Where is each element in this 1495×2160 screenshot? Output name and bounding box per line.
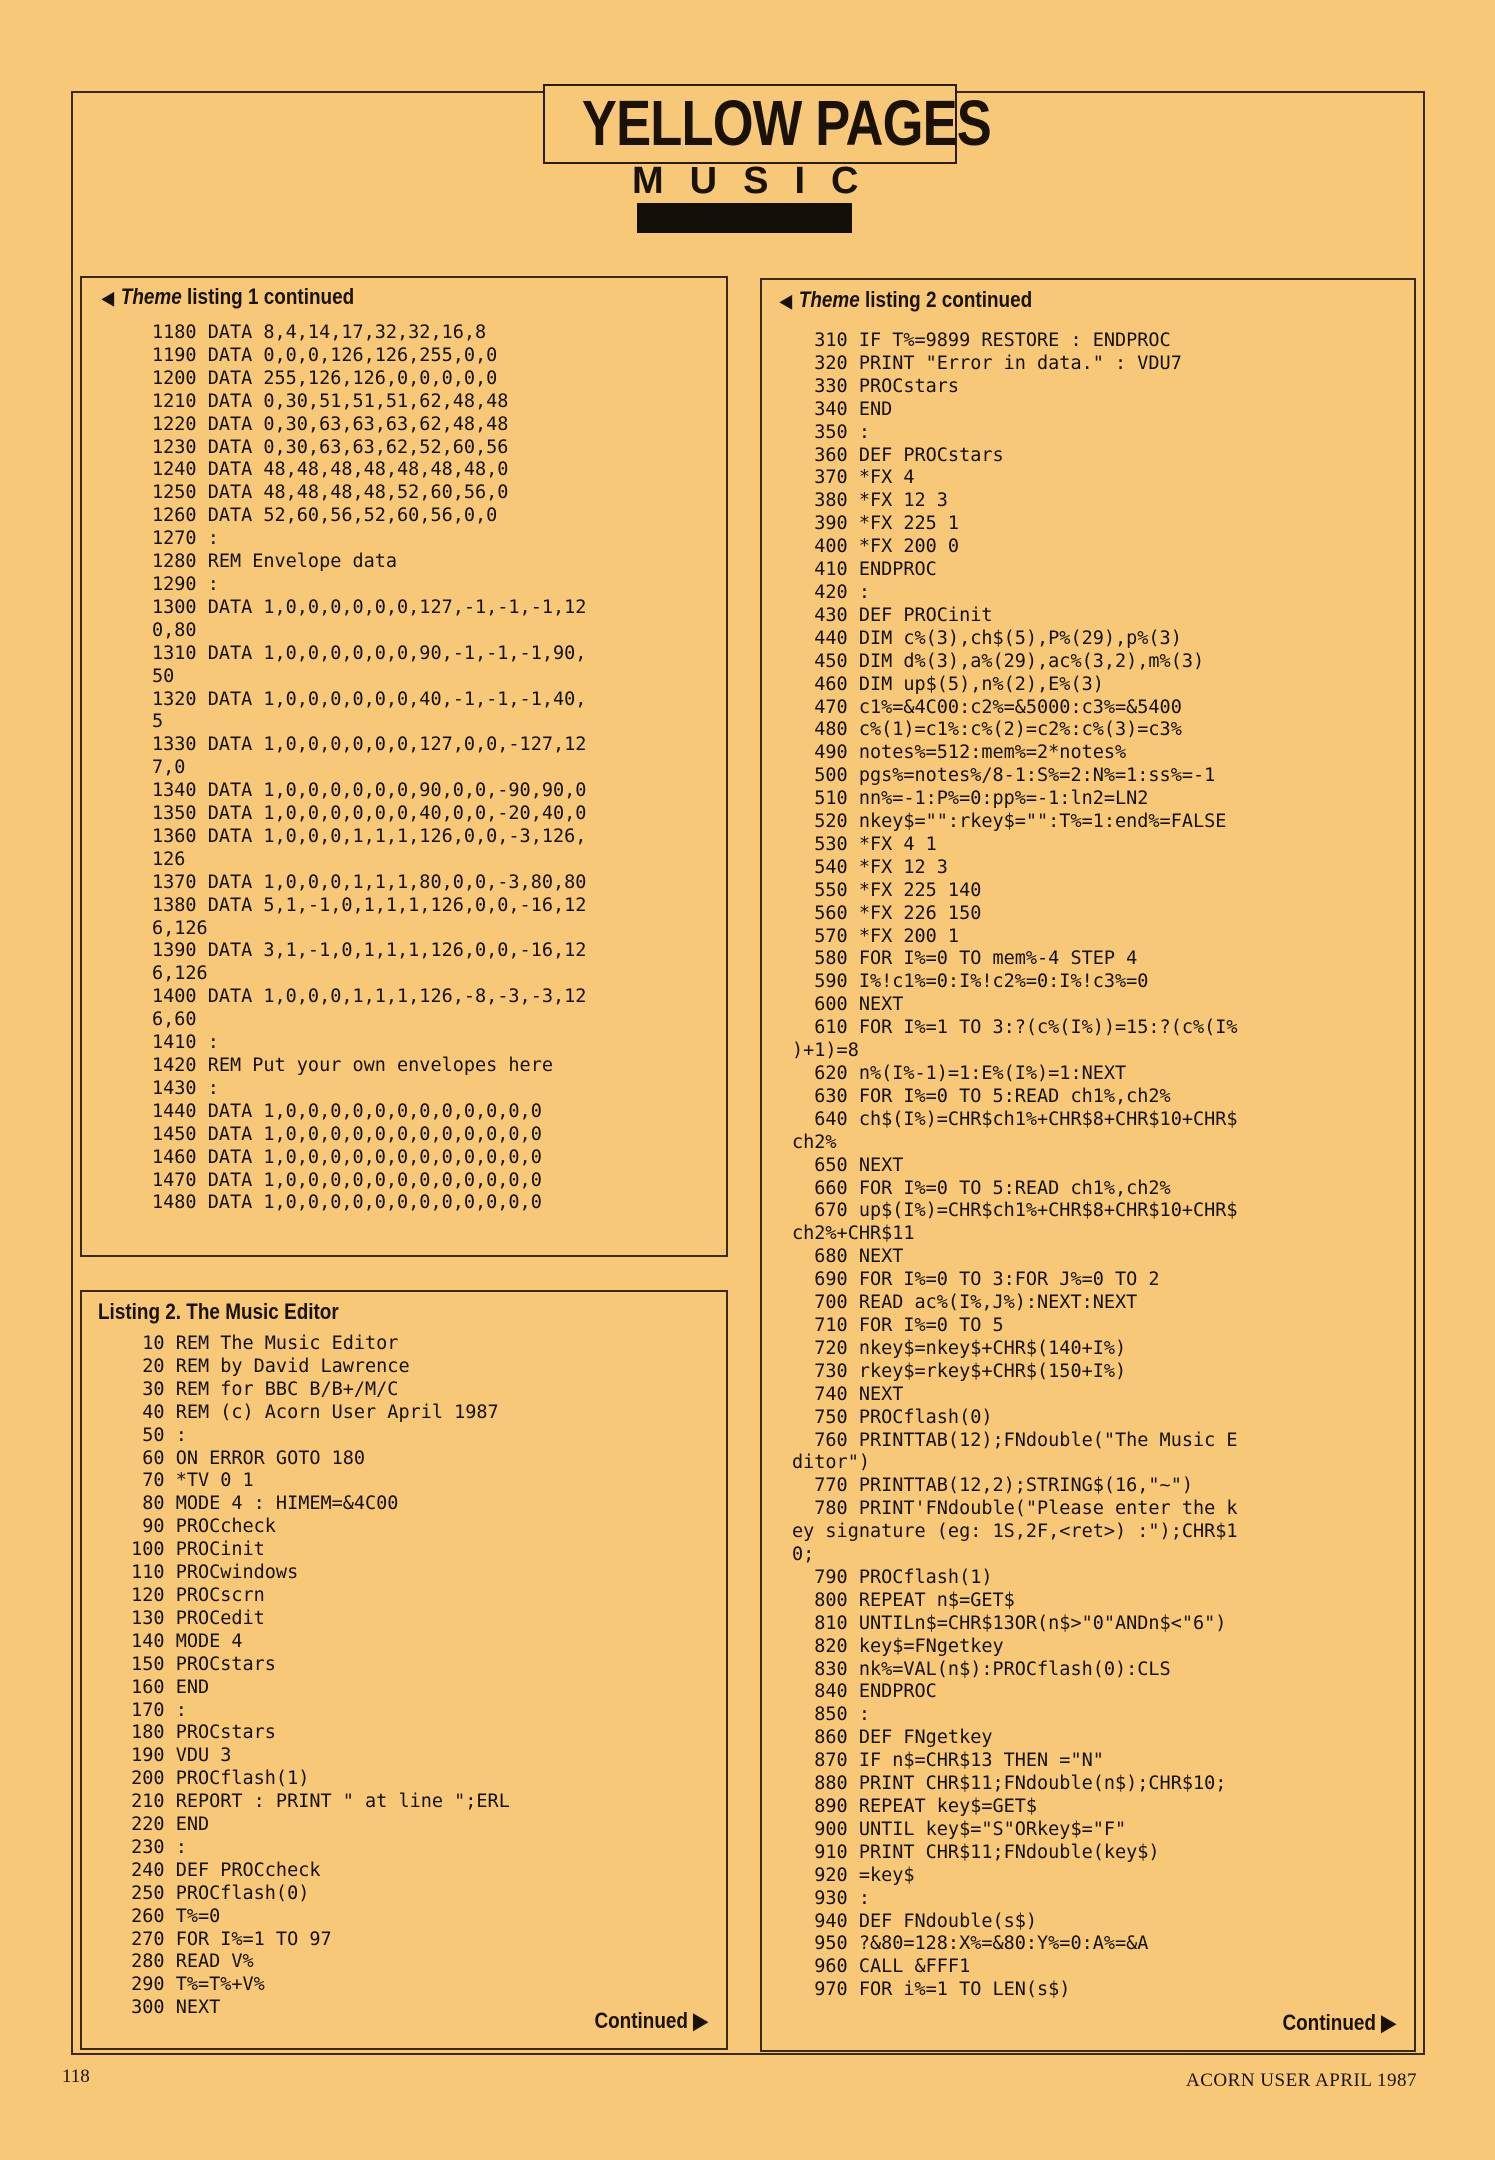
listing-heading bbox=[780, 286, 1032, 315]
page-number: 118 bbox=[62, 2066, 90, 2087]
code-listing: 10 REM The Music Editor 20 REM by David Lawrence 30 REM for BBC B/B+/M/C 40 REM (c) Acorn User April 1987 50 : 60 ON ERROR GOTO 180 70 *TV 0 1 80 MODE 4 : HIMEM=&4C00 90 PROCcheck 100 PROCinit 110 PROCwindows 120 PROCscrn 130 PROCedit 140 MODE 4 150 PROCstars 160 END 170 : 180 PROCstars 190 VDU 3 200 PROCflash(1) 210 REPORT : PRINT " at line ";ERL 220 END 230 : 240 DEF PROCcheck 250 PROCflash(0) 260 T%=0 270 FOR I%=1 TO 97 280 READ V% 290 T%=T%+V% 300 NEXT bbox=[131, 1333, 510, 2019]
code-listing: 310 IF T%=9899 RESTORE : ENDPROC 320 PRINT "Error in data." : VDU7 330 PROCstars 340 END 350 : 360 DEF PROCstars 370 *FX 4 380 *FX 12 3 390 *FX 225 1 400 *FX 200 0 410 ENDPROC 420 : 430 DEF PROCinit 440 DIM c%(3),ch$(5),P%(29),p%(3) 450 DIM d%(3),a%(29),ac%(3,2),m%(3) 460 DIM up$(5),n%(2),E%(3) 470 c1%=&4C00:c2%=&5000:c3%=&5400 480 c%(1)=c1%:c%(2)=c2%:c%(3)=c3% 490 notes%=512:mem%=2*notes% 500 pgs%=notes%/8-1:S%=2:N%=1:ss%=-1 510 nn%=-1:P%=0:pp%=-1:ln2=LN2 520 nkey$="":rkey$="":T%=1:end%=FALSE 530 *FX 4 1 540 *FX 12 3 550 *FX 225 140 560 *FX 226 150 570 *FX 200 1 580 FOR I%=0 TO mem%-4 STEP 4 590 I%!c1%=0:I%!c2%=0:I%!c3%=0 600 NEXT 610 FOR I%=1 TO 3:?(c%(I%))=15:?(c%(I% )+1)=8 620 n%(I%-1)=1:E%(I%)=1:NEXT 630 FOR I%=0 TO 5:READ ch1%,ch2% 640 ch$(I%)=CHR$ch1%+CHR$8+CHR$10+CHR$ ch2% 650 NEXT 660 FOR I%=0 TO 5:READ ch1%,ch2% 670 up$(I%)=CHR$ch1%+CHR$8+CHR$10+CHR$ ch2%+CHR$11 680 NEXT 690 FOR I%=0 TO 3:FOR J%=0 TO 2 700 READ ac%(I%,J%):NEXT:NEXT 710 FOR I%=0 TO 5 720 nkey$=nkey$+CHR$(140+I%) 730 rkey$=rkey$+CHR$(150+I%) 740 NEXT 750 PROCflash(0) 760 PRINTTAB(12);FNdouble("The Music E ditor") 770 PRINTTAB(12,2);STRING$(16,"~") 780 PRINT'FNdouble("Please enter the k ey signature (eg: 1S,2F,<ret>) :");CHR$1 0; 790 PROCflash(1) 800 REPEAT n$=GET$ 810 UNTILn$=CHR$13OR(n$>"0"ANDn$<"6") 820 key$=FNgetkey 830 nk%=VAL(n$):PROCflash(0):CLS 840 ENDPROC 850 : 860 DEF FNgetkey 870 IF n$=CHR$13 THEN ="N" 880 PRINT CHR$11;FNdouble(n$);CHR$10; 890 REPEAT key$=GET$ 900 UNTIL key$="S"ORkey$="F" 910 PRINT CHR$11;FNdouble(key$) 920 =key$ 930 : 940 DEF FNdouble(s$) 950 ?&80=128:X%=&80:Y%=0:A%=&A 960 CALL &FFF1 970 FOR i%=1 TO LEN(s$) bbox=[792, 330, 1238, 2001]
continued-label: Continued ▶ bbox=[594, 2008, 708, 2033]
listing-box-theme-2 bbox=[760, 278, 1416, 2052]
continued-label: Continued ▶ bbox=[1282, 2010, 1396, 2035]
listing-heading bbox=[102, 283, 354, 312]
publication-footer: ACORN USER APRIL 1987 bbox=[1186, 2070, 1417, 2091]
listing-heading: Listing 2. The Music Editor bbox=[98, 1299, 339, 1324]
section-title: MUSIC bbox=[632, 160, 885, 202]
listing-box-music-editor bbox=[80, 1290, 728, 2050]
heading-text: listing 2 continued bbox=[859, 287, 1033, 312]
code-listing: 1180 DATA 8,4,14,17,32,32,16,8 1190 DATA 0,0,0,126,126,255,0,0 1200 DATA 255,126,126,0,0,0,0,0 1210 DATA 0,30,51,51,51,62,48,48 1220 DATA 0,30,63,63,63,62,48,48 1230 DATA 0,30,63,63,62,52,60,56 1240 DATA 48,48,48,48,48,48,48,0 1250 DATA 48,48,48,48,52,60,56,0 1260 DATA 52,60,56,52,60,56,0,0 1270 : 1280 REM Envelope data 1290 : 1300 DATA 1,0,0,0,0,0,0,127,-1,-1,-1,12 0,80 1310 DATA 1,0,0,0,0,0,0,90,-1,-1,-1,90, 50 1320 DATA 1,0,0,0,0,0,0,40,-1,-1,-1,40, 5 1330 DATA 1,0,0,0,0,0,0,127,0,0,-127,12 7,0 1340 DATA 1,0,0,0,0,0,0,90,0,0,-90,90,0 1350 DATA 1,0,0,0,0,0,0,40,0,0,-20,40,0 1360 DATA 1,0,0,0,1,1,1,126,0,0,-3,126, 126 1370 DATA 1,0,0,0,1,1,1,80,0,0,-3,80,80 1380 DATA 5,1,-1,0,1,1,1,126,0,0,-16,12 6,126 1390 DATA 3,1,-1,0,1,1,1,126,0,0,-16,12 6,126 1400 DATA 1,0,0,0,1,1,1,126,-8,-3,-3,12 6,60 1410 : 1420 REM Put your own envelopes here 1430 : 1440 DATA 1,0,0,0,0,0,0,0,0,0,0,0,0 1450 DATA 1,0,0,0,0,0,0,0,0,0,0,0,0 1460 DATA 1,0,0,0,0,0,0,0,0,0,0,0,0 1470 DATA 1,0,0,0,0,0,0,0,0,0,0,0,0 1480 DATA 1,0,0,0,0,0,0,0,0,0,0,0,0 bbox=[152, 322, 587, 1214]
masthead bbox=[543, 84, 991, 164]
listing-box-theme-1 bbox=[80, 276, 728, 1257]
heading-italic: Theme bbox=[798, 287, 860, 312]
arrow-left-icon: ◀ bbox=[780, 291, 792, 311]
masthead-title: YELLOW PAGES bbox=[581, 87, 991, 159]
arrow-left-icon: ◀ bbox=[102, 288, 114, 308]
heading-italic: Theme bbox=[120, 284, 182, 309]
section-bar bbox=[637, 203, 852, 233]
heading-text: listing 1 continued bbox=[181, 284, 355, 309]
